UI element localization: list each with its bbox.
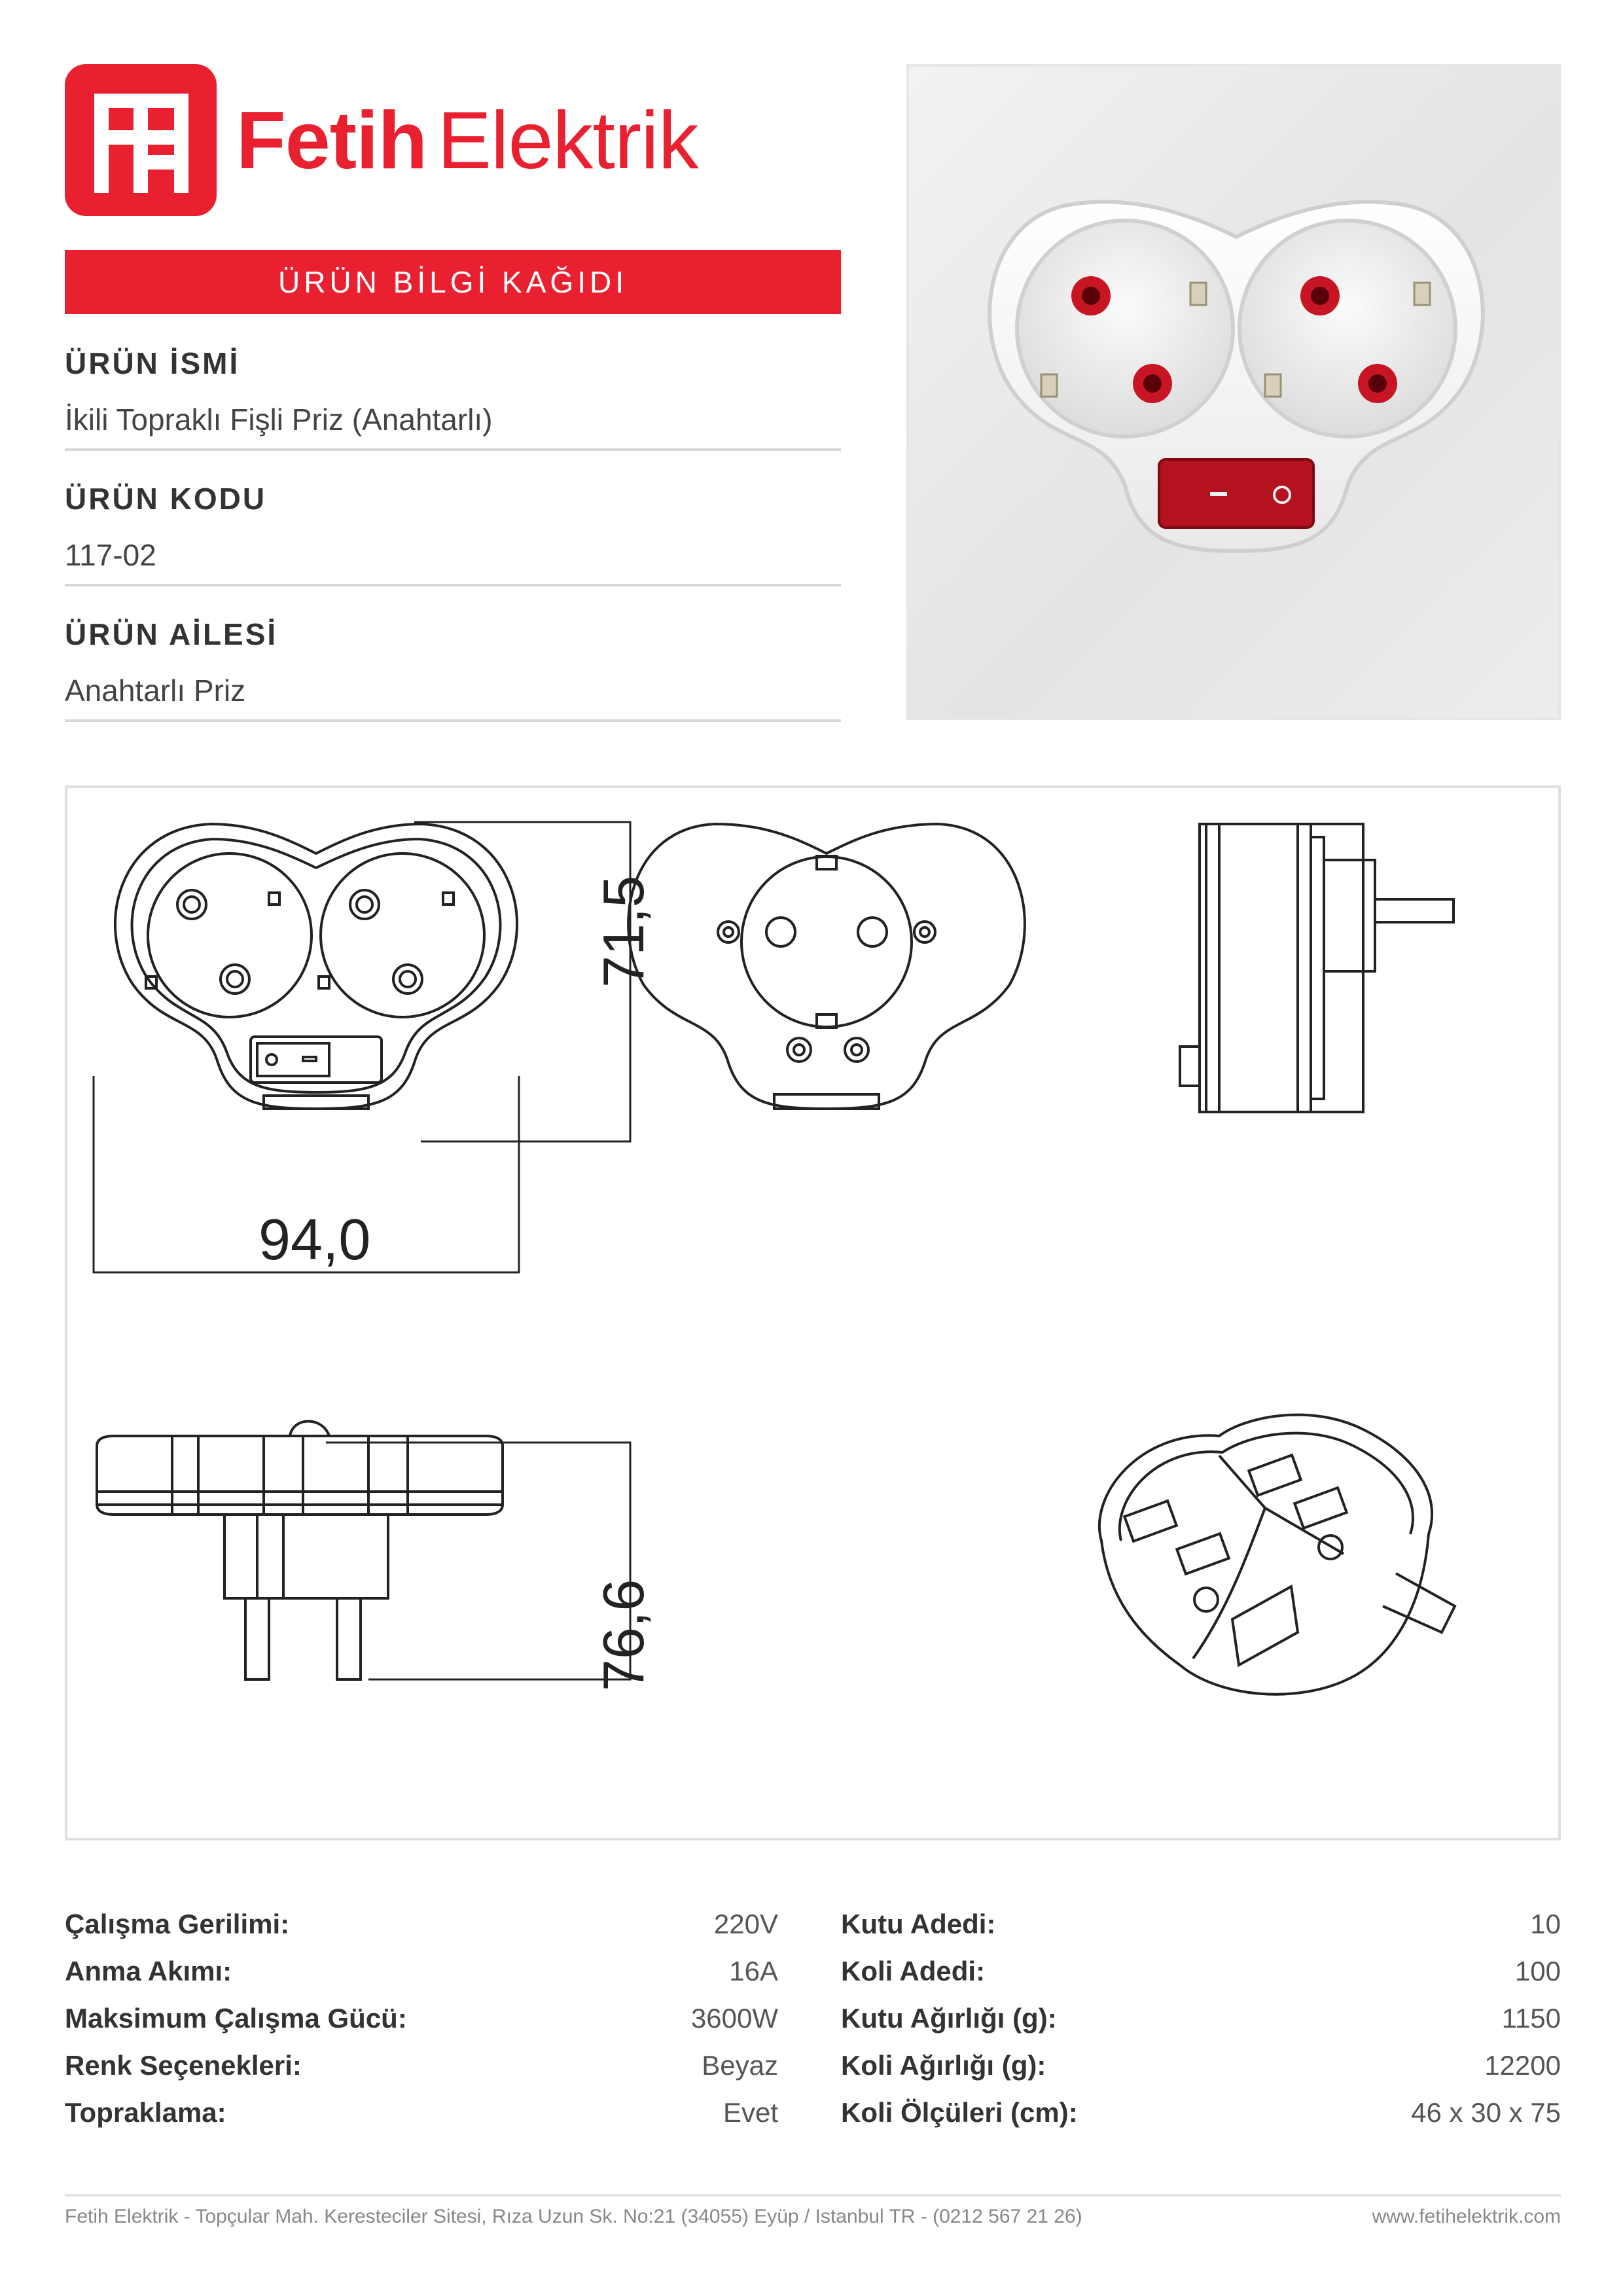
field-label: ÜRÜN İSMİ	[65, 346, 240, 380]
field-value: Anahtarlı Priz	[65, 673, 246, 708]
brand-name	[236, 92, 698, 190]
spec-row	[841, 2046, 1561, 2085]
field-value: İkili Topraklı Fişli Priz (Anahtarlı)	[65, 403, 493, 437]
socket-render-image	[909, 67, 1561, 720]
spec-value: 100	[1514, 1956, 1561, 1986]
footer-address: Fetih Elektrik - Topçular Mah. Keresteciler Sitesi, Rıza Uzun Sk. No:21 (34055) Eyüp / Istanbul TR - (0212 567 21 26)	[65, 2206, 1082, 2227]
field-label: ÜRÜN AİLESİ	[65, 617, 278, 651]
spec-label: Çalışma Gerilimi:	[65, 1909, 290, 1939]
spec-label: Kutu Adedi:	[841, 1909, 996, 1939]
technical-drawing	[65, 785, 1561, 1840]
spec-value: 16A	[729, 1956, 778, 1986]
technical-drawing-image	[67, 788, 1563, 1843]
logo-mark-icon	[65, 64, 217, 216]
spec-label: Koli Ölçüleri (cm):	[841, 2097, 1078, 2128]
field-product-family	[65, 615, 841, 722]
spec-label: Koli Ağırlığı (g):	[841, 2050, 1046, 2081]
spec-row	[841, 1999, 1561, 2038]
spec-label: Maksimum Çalışma Gücü:	[65, 2003, 407, 2034]
brand-name-light: Elektrik	[437, 96, 698, 186]
dimension-height: 71,5	[591, 875, 656, 988]
document-title: ÜRÜN BİLGİ KAĞIDI	[65, 250, 841, 314]
field-product-name	[65, 344, 841, 451]
brand-logo	[65, 64, 785, 216]
field-label: ÜRÜN KODU	[65, 482, 267, 516]
spec-row	[65, 1952, 778, 1991]
spec-label: Topraklama:	[65, 2097, 226, 2128]
field-value: 117-02	[65, 538, 156, 572]
dimension-depth: 76,6	[591, 1579, 656, 1691]
spec-label: Renk Seçenekleri:	[65, 2050, 302, 2081]
spec-value: 3600W	[690, 2003, 778, 2034]
spec-row	[65, 1999, 778, 2038]
spec-row	[65, 2046, 778, 2085]
spec-row	[65, 1905, 778, 1944]
spec-row	[841, 1905, 1561, 1944]
footer-divider	[65, 2194, 1561, 2197]
spec-row	[841, 1952, 1561, 1991]
spec-value: 1150	[1501, 2003, 1561, 2034]
footer-website-link[interactable]: www.fetihelektrik.com	[1372, 2206, 1561, 2227]
spec-value: 46 x 30 x 75	[1411, 2097, 1561, 2128]
dimension-width: 94,0	[259, 1207, 371, 1272]
spec-value: 10	[1530, 1909, 1561, 1939]
spec-row	[841, 2093, 1561, 2132]
spec-value: 220V	[713, 1909, 778, 1939]
spec-value: Evet	[722, 2097, 778, 2128]
field-product-code	[65, 479, 841, 586]
spec-label: Koli Adedi:	[841, 1956, 986, 1986]
spec-value: Beyaz	[702, 2050, 778, 2081]
spec-label: Anma Akımı:	[65, 1956, 232, 1986]
spec-row	[65, 2093, 778, 2132]
product-photo	[906, 64, 1561, 720]
spec-value: 12200	[1484, 2050, 1561, 2081]
brand-name-bold: Fetih	[236, 96, 427, 186]
spec-label: Kutu Ağırlığı (g):	[841, 2003, 1057, 2034]
